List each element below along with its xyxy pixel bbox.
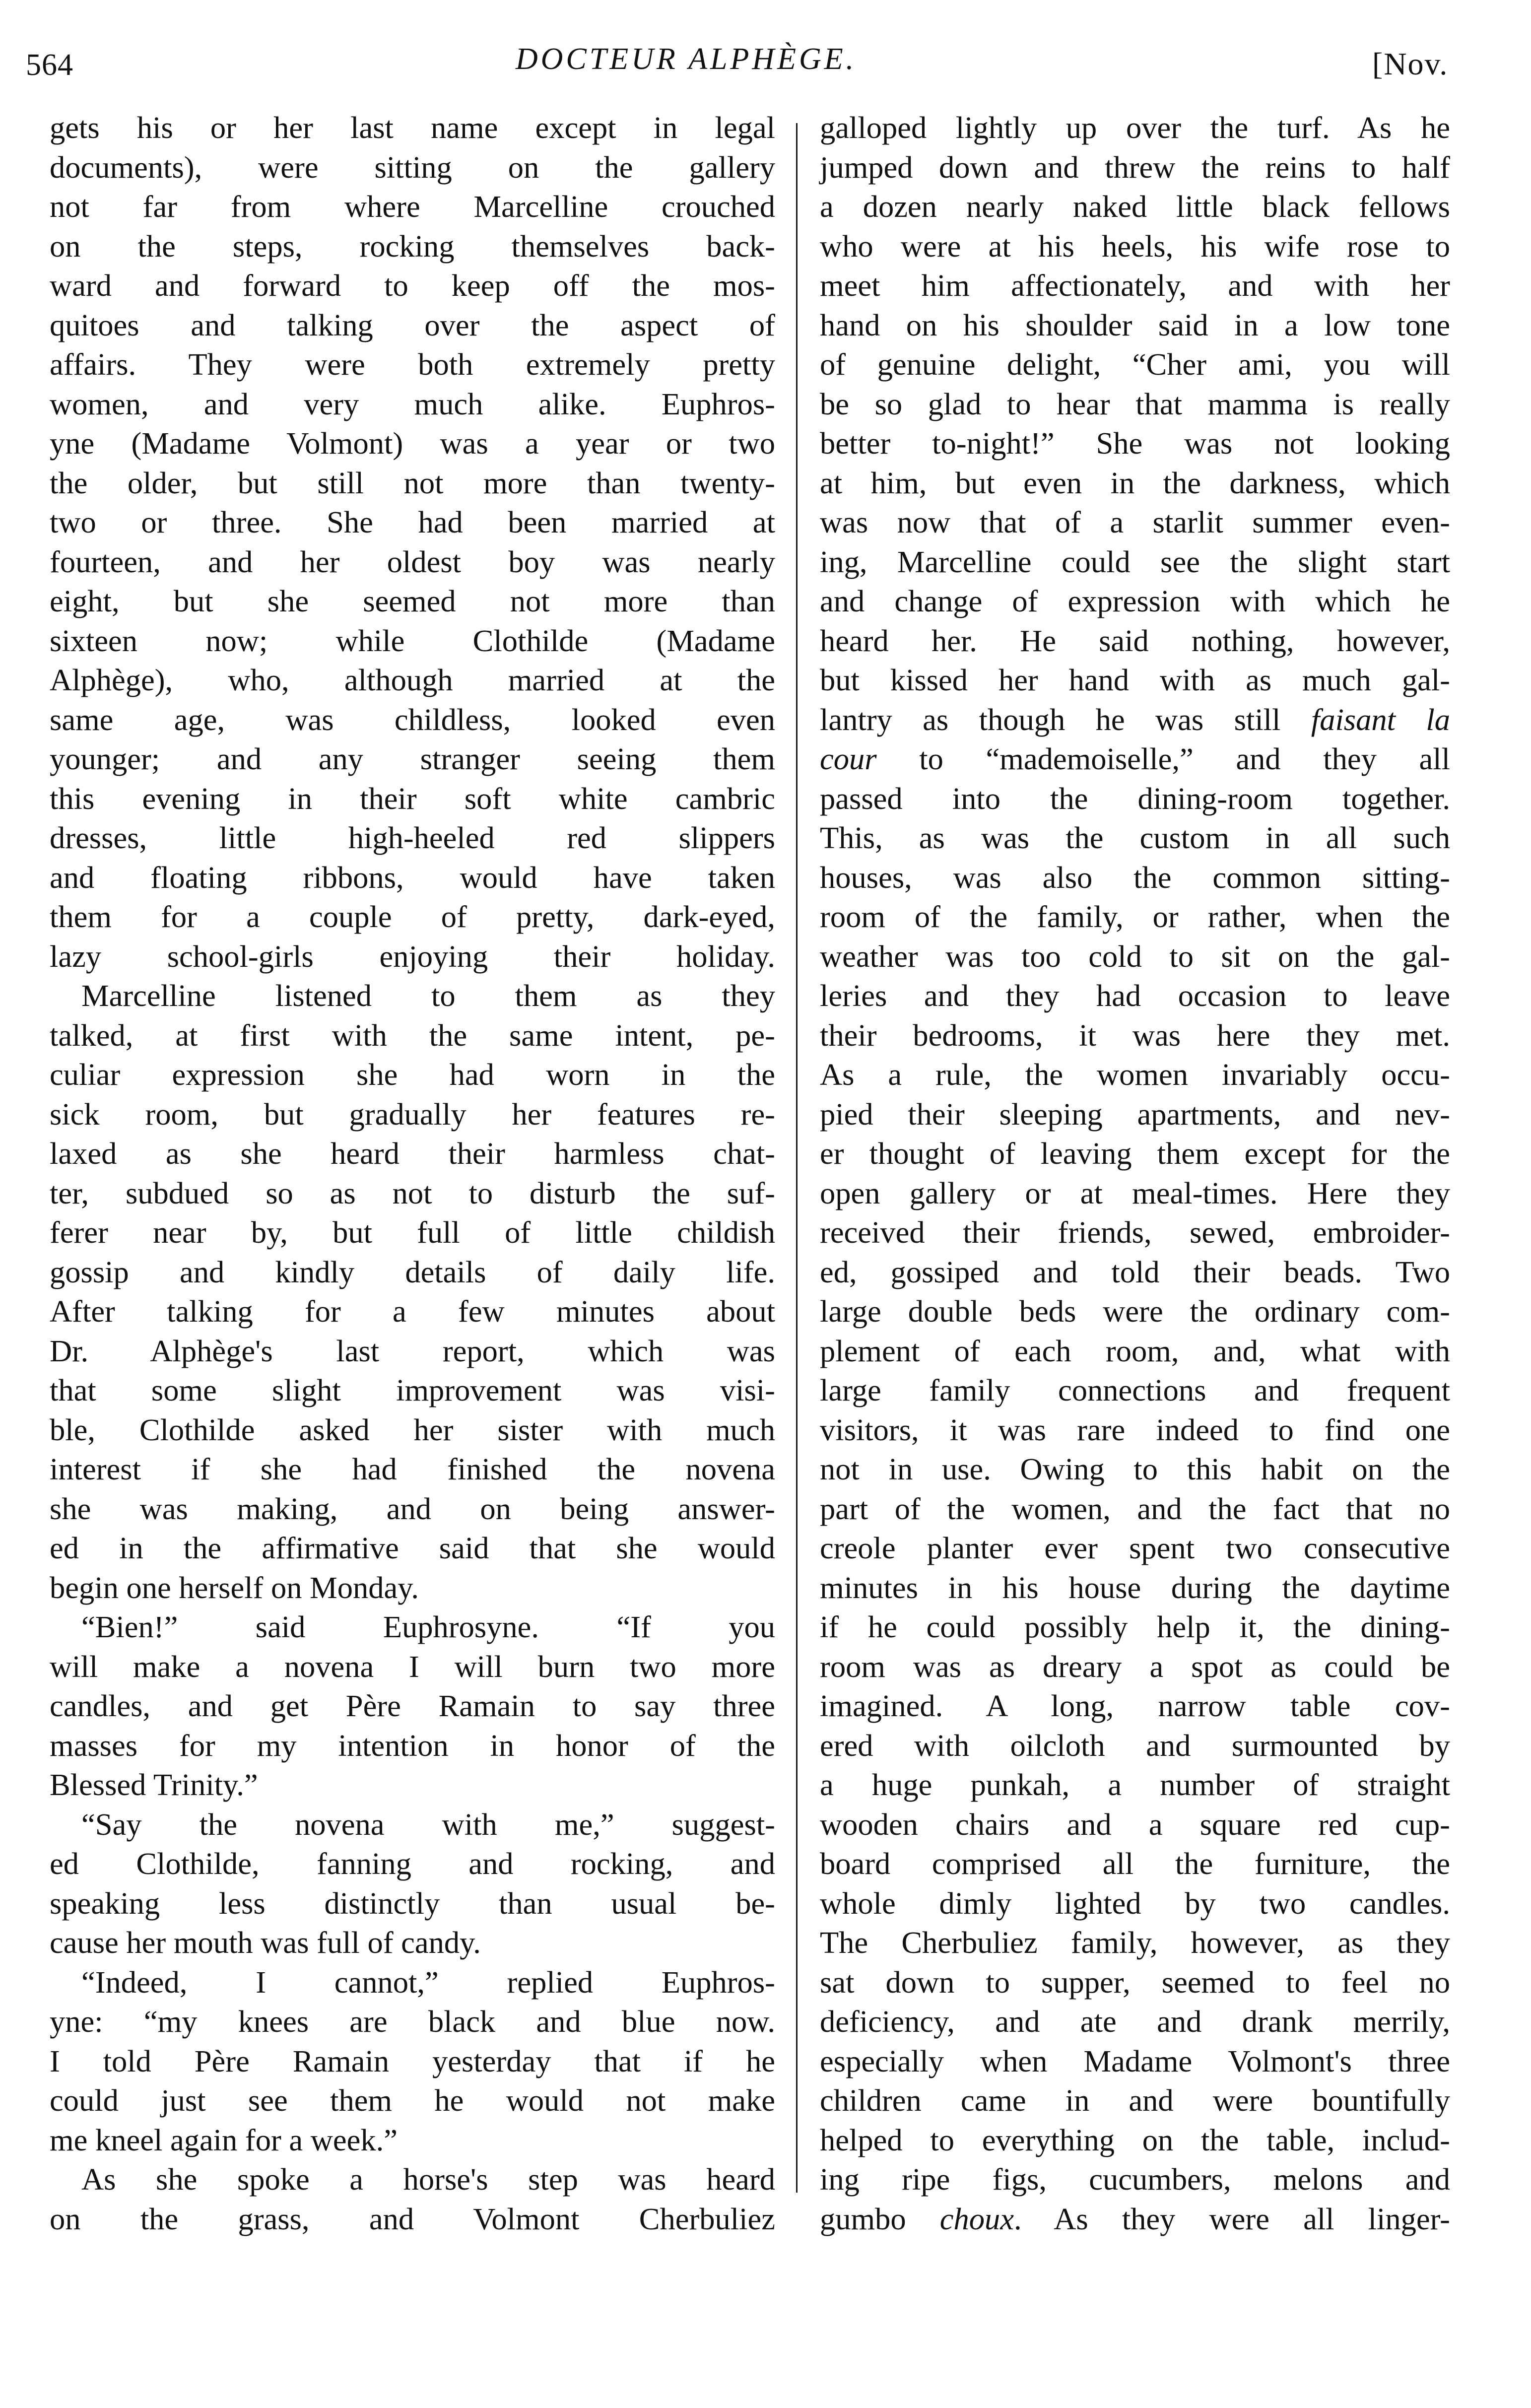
text-line [820, 424, 1450, 464]
column-divider [796, 123, 798, 2193]
text-line [820, 2081, 1450, 2121]
text-line [820, 345, 1450, 385]
text-line: she was making, and on being answer- [50, 1491, 775, 1526]
text-line [820, 858, 1450, 898]
text-segment: lantry as though he was still [820, 702, 1311, 737]
text-line: not far from where Marcelline crouched [50, 189, 775, 224]
text-line [820, 1963, 1450, 2003]
italic-phrase: choux [939, 2201, 1014, 2236]
text-line [820, 661, 1450, 700]
text-segment: weather was too cold to sit on the gal- [820, 938, 1450, 974]
text-line: sick room, but gradually her features re- [50, 1096, 775, 1132]
text-line [820, 1292, 1450, 1332]
text-line [820, 1805, 1450, 1845]
text-line: same age, was childless, looked even [50, 702, 775, 737]
text-segment: galloped lightly up over the turf. As he [820, 110, 1450, 145]
text-segment: visitors, it was rare indeed to find one [820, 1412, 1450, 1447]
text-segment: was now that of a starlit summer even- [820, 505, 1450, 539]
text-segment: This, as was the custom in all such [820, 820, 1450, 855]
text-line [820, 1923, 1450, 1963]
text-line [820, 779, 1450, 819]
text-line: lazy school-girls enjoying their holiday. [50, 938, 775, 974]
text-line: “Say the novena with me,” suggest- [81, 1806, 775, 1842]
text-line [820, 739, 1450, 779]
text-line: Marcelline listened to them as they [81, 978, 775, 1013]
text-line [820, 1686, 1450, 1726]
text-segment: gumbo [820, 2201, 940, 2236]
text-line: interest if she had finished the novena [50, 1452, 775, 1486]
text-line: could just see them he would not make [50, 2083, 775, 2118]
text-segment: minutes in his house during the daytime [820, 1570, 1450, 1605]
text-segment: open gallery or at meal-times. Here they [820, 1175, 1450, 1210]
text-line [820, 1844, 1450, 1884]
text-segment: their bedrooms, it was here they met. [820, 1017, 1450, 1053]
text-line: younger; and any stranger seeing them [50, 741, 775, 776]
text-segment: large family connections and frequent [820, 1373, 1450, 1407]
text-line: and floating ribbons, would have taken [50, 860, 775, 895]
text-segment: deficiency, and ate and drank merrily, [820, 2004, 1450, 2039]
text-line: After talking for a few minutes about [50, 1294, 775, 1329]
text-segment: large double beds were the ordinary com- [820, 1294, 1450, 1329]
text-segment: imagined. A long, narrow table cov- [820, 1688, 1450, 1723]
text-segment: ing ripe figs, cucumbers, melons and [820, 2162, 1450, 2197]
text-line: gossip and kindly details of daily life. [50, 1254, 775, 1289]
text-line [820, 1253, 1450, 1292]
text-segment: whole dimly lighted by two candles. [820, 1885, 1450, 1921]
text-line [820, 266, 1450, 306]
text-line [820, 1055, 1450, 1095]
text-line: quitoes and talking over the aspect of [50, 307, 775, 342]
text-line [820, 897, 1450, 937]
text-line [820, 2042, 1450, 2081]
text-segment: As a rule, the women invariably occu- [820, 1057, 1450, 1092]
italic-phrase: faisant la [1311, 702, 1451, 737]
text-segment: children came in and were bountifully [820, 2083, 1450, 2118]
text-segment: houses, was also the common sitting- [820, 860, 1450, 895]
text-segment: part of the women, and the fact that no [820, 1491, 1450, 1526]
text-line: fourteen, and her oldest boy was nearly [50, 544, 775, 579]
italic-phrase: cour [820, 741, 877, 776]
text-line: eight, but she seemed not more than [50, 584, 775, 618]
text-line: ter, subdued so as not to disturb the suf- [50, 1175, 775, 1210]
issue-month: [Nov. [1372, 46, 1449, 81]
text-line: that some slight improvement was visi- [50, 1373, 775, 1407]
text-segment: plement of each room, and, what with [820, 1333, 1450, 1368]
text-line [820, 1450, 1450, 1489]
text-segment: ing, Marcelline could see the slight start [820, 544, 1450, 579]
text-line [820, 2121, 1450, 2160]
text-line [820, 1095, 1450, 1135]
text-line [820, 227, 1450, 267]
text-segment: if he could possibly help it, the dining- [820, 1609, 1450, 1644]
text-line: talked, at first with the same intent, pe- [50, 1017, 775, 1053]
text-line [820, 976, 1450, 1016]
text-line [820, 503, 1450, 542]
text-line [820, 1765, 1450, 1805]
text-line: ed Clothilde, fanning and rocking, and [50, 1846, 775, 1881]
text-segment: room of the family, or rather, when the [820, 899, 1450, 934]
text-segment: but kissed her hand with as much gal- [820, 663, 1450, 697]
text-segment: to “mademoiselle,” and they all [876, 741, 1450, 776]
text-line: candles, and get Père Ramain to say three [50, 1688, 775, 1723]
page-number: 564 [26, 48, 73, 82]
text-line [820, 2160, 1450, 2200]
text-segment: ered with oilcloth and surmounted by [820, 1728, 1450, 1763]
text-line: two or three. She had been married at [50, 505, 775, 539]
text-segment: . As they were all linger- [1013, 2201, 1450, 2236]
text-line: As she spoke a horse's step was heard [81, 2162, 775, 2197]
text-segment: board comprised all the furniture, the [820, 1846, 1450, 1881]
text-line [820, 306, 1450, 345]
text-line: this evening in their soft white cambric [50, 781, 775, 816]
running-head [0, 35, 1531, 89]
text-segment: a huge punkah, a number of straight [820, 1767, 1450, 1802]
text-line [820, 1371, 1450, 1410]
text-line [820, 582, 1450, 621]
text-line [820, 1410, 1450, 1450]
text-line: yne (Madame Volmont) was a year or two [50, 426, 775, 461]
text-segment: creole planter ever spent two consecutive [820, 1531, 1450, 1565]
text-line: dresses, little high-heeled red slippers [50, 820, 775, 855]
left-column [50, 108, 775, 2239]
text-line [820, 108, 1450, 148]
text-line [820, 937, 1450, 977]
text-segment: jumped down and threw the reins to half [820, 149, 1450, 185]
text-segment: especially when Madame Volmont's three [820, 2043, 1450, 2078]
text-line [820, 818, 1450, 858]
text-line: documents), were sitting on the gallery [50, 149, 775, 185]
text-line: ble, Clothilde asked her sister with much [50, 1412, 775, 1447]
text-line: laxed as she heard their harmless chat- [50, 1136, 775, 1171]
text-line: culiar expression she had worn in the [50, 1057, 775, 1092]
text-line: on the steps, rocking themselves back- [50, 228, 775, 264]
text-line [820, 464, 1450, 503]
text-segment: who were at his heels, his wife rose to [820, 228, 1450, 264]
text-line [820, 385, 1450, 424]
text-segment: be so glad to hear that mamma is really [820, 386, 1450, 421]
text-segment: of genuine delight, “Cher ami, you will [820, 347, 1450, 382]
text-line [820, 1213, 1450, 1253]
text-segment: helped to everything on the table, includ- [820, 2122, 1450, 2157]
text-line: speaking less distinctly than usual be- [50, 1885, 775, 1921]
text-line [820, 2200, 1450, 2239]
text-line: Alphège), who, although married at the [50, 663, 775, 697]
text-line: masses for my intention in honor of the [50, 1728, 775, 1763]
text-line: me kneel again for a week.” [50, 2122, 398, 2157]
text-segment: hand on his shoulder said in a low tone [820, 307, 1450, 342]
text-line [820, 1647, 1450, 1687]
text-line [820, 1568, 1450, 1608]
text-line [820, 1607, 1450, 1647]
text-segment: sat down to supper, seemed to feel no [820, 1964, 1450, 2000]
text-line: cause her mouth was full of candy. [50, 1925, 481, 1960]
text-line [820, 1332, 1450, 1371]
text-segment: better to-night!” She was not looking [820, 426, 1450, 461]
text-line [820, 700, 1450, 740]
text-line: I told Père Ramain yesterday that if he [50, 2043, 775, 2078]
running-title: DOCTEUR ALPHÈGE. [515, 42, 857, 76]
text-line: “Indeed, I cannot,” replied Euphros- [81, 1964, 775, 2000]
text-segment: heard her. He said nothing, however, [820, 623, 1450, 658]
text-line [820, 1529, 1450, 1568]
text-line: gets his or her last name except in legal [50, 110, 775, 145]
text-line [820, 2002, 1450, 2042]
text-segment: and change of expression with which he [820, 584, 1450, 618]
text-line [820, 621, 1450, 661]
text-segment: room was as dreary a spot as could be [820, 1649, 1450, 1684]
text-segment: wooden chairs and a square red cup- [820, 1806, 1450, 1842]
text-line [820, 1489, 1450, 1529]
text-line: Dr. Alphège's last report, which was [50, 1333, 775, 1368]
text-segment: not in use. Owing to this habit on the [820, 1452, 1450, 1486]
text-line [820, 542, 1450, 582]
running-title-wrapper [0, 42, 1531, 77]
text-line: women, and very much alike. Euphros- [50, 386, 775, 421]
text-line: the older, but still not more than twenty- [50, 465, 775, 500]
text-segment: a dozen nearly naked little black fellows [820, 189, 1450, 224]
text-line [820, 187, 1450, 227]
text-segment: The Cherbuliez family, however, as they [820, 1925, 1450, 1960]
text-segment: ed, gossiped and told their beads. Two [820, 1254, 1450, 1289]
text-line [820, 1174, 1450, 1213]
text-segment: pied their sleeping apartments, and nev- [820, 1096, 1450, 1132]
text-line: ferer near by, but full of little childish [50, 1215, 775, 1250]
text-line: “Bien!” said Euphrosyne. “If you [81, 1609, 775, 1644]
text-line: begin one herself on Monday. [50, 1570, 419, 1605]
text-line: them for a couple of pretty, dark-eyed, [50, 899, 775, 934]
text-segment: er thought of leaving them except for the [820, 1136, 1450, 1171]
text-segment: leries and they had occasion to leave [820, 978, 1450, 1013]
text-line: will make a novena I will burn two more [50, 1649, 775, 1684]
text-line [820, 1134, 1450, 1174]
text-segment: at him, but even in the darkness, which [820, 465, 1450, 500]
text-line [820, 1726, 1450, 1766]
text-segment: meet him affectionately, and with her [820, 268, 1450, 303]
text-line: yne: “my knees are black and blue now. [50, 2004, 775, 2039]
text-line: affairs. They were both extremely pretty [50, 347, 775, 382]
text-line: ed in the affirmative said that she would [50, 1531, 775, 1565]
right-column [820, 108, 1450, 2239]
text-line: Blessed Trinity.” [50, 1767, 258, 1802]
text-line: sixteen now; while Clothilde (Madame [50, 623, 775, 658]
text-line [820, 148, 1450, 188]
text-segment: received their friends, sewed, embroider- [820, 1215, 1450, 1250]
text-segment: passed into the dining-room together. [820, 781, 1450, 816]
text-line [820, 1016, 1450, 1056]
text-line: ward and forward to keep off the mos- [50, 268, 775, 303]
text-line [820, 1884, 1450, 1924]
text-line: on the grass, and Volmont Cherbuliez [50, 2201, 775, 2236]
